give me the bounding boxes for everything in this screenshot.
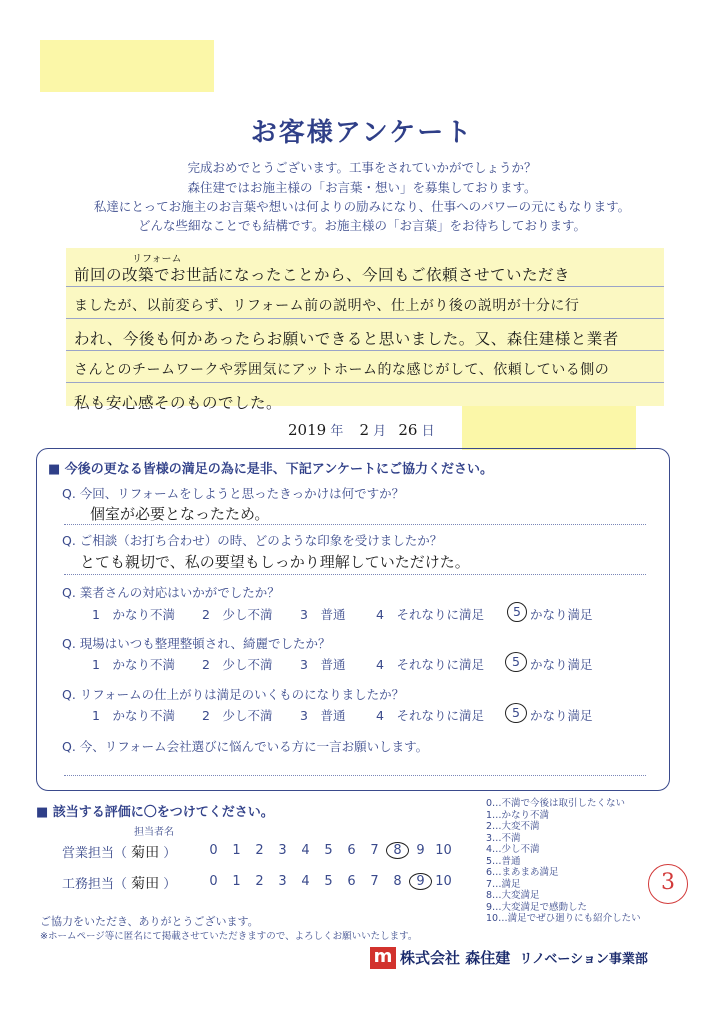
construction-staff-row <box>62 873 176 893</box>
option-5-selected: 5 <box>505 652 527 672</box>
digit-selected: 8 <box>386 842 409 859</box>
comment-rule <box>66 350 664 351</box>
question-3: Q. 業者さんの対応はいかがでしたか？ <box>62 585 280 600</box>
construction-staff-close: ） <box>163 877 177 892</box>
sales-staff-close: ） <box>163 846 177 861</box>
digit: 9 <box>416 843 425 858</box>
legend-item: 2…大変不満 <box>486 821 540 832</box>
option-3: 3 普通 <box>300 657 346 672</box>
option-2: 2 少し不満 <box>202 708 273 723</box>
digit: 5 <box>324 843 333 858</box>
option-5-label: かなり満足 <box>530 708 593 723</box>
digit: 8 <box>393 874 402 889</box>
digit: 5 <box>324 874 333 889</box>
intro-line-1: 完成おめでとうございます。工事をされていかがでしょうか？ <box>187 160 537 175</box>
note-text: ※ホームページ等に匿名にて掲載させていただきますので、よろしくお願いいたします。 <box>40 931 418 942</box>
comment-line-3: われ、今後も何かあったらお願いできると思いました。又、森住建様と業者 <box>74 330 619 348</box>
comment-line-4: さんとのチームワークや雰囲気にアットホーム的な感じがして、依頼している側の <box>74 362 610 378</box>
digit-selected: 9 <box>409 873 432 890</box>
comment-rule <box>66 382 664 383</box>
option-3: 3 普通 <box>300 708 346 723</box>
comment-rule <box>66 318 664 319</box>
date-year-unit: 年 <box>330 424 344 439</box>
option-5-label: かなり満足 <box>530 657 593 672</box>
survey-header: ■ 今後の更なる皆様の満足の為に是非、下記アンケートにご協力ください。 <box>48 462 494 477</box>
answer-2: とても親切で、私の要望もしっかり理解していただけた。 <box>80 553 470 571</box>
legend-item: 1…かなり不満 <box>486 809 550 821</box>
comment-date <box>288 420 435 439</box>
sticky-note-top <box>40 40 214 92</box>
legend-item: 6…まあまあ満足 <box>486 867 559 878</box>
intro-line-3: 私達にとってお施主のお言葉や想いは何よりの励みになり、仕事へのパワーの元にもなります。 <box>93 199 631 214</box>
option-5-label: かなり満足 <box>530 607 593 622</box>
thanks-text: ご協力をいただき、ありがとうございます。 <box>40 915 259 928</box>
comment-line-5: 私も安心感そのものでした。 <box>74 394 283 412</box>
option-2: 2 少し不満 <box>202 607 273 622</box>
digit: 1 <box>232 874 241 889</box>
legend-item: 10…満足でぜひ廻りにも紹介したい <box>486 913 641 924</box>
division-label: リノベーション事業部 <box>519 952 648 967</box>
option-5-selected: 5 <box>505 703 527 723</box>
answer-line <box>64 524 646 525</box>
company-logo: m <box>370 947 396 969</box>
memo-circled-number: 3 <box>648 864 688 904</box>
option-4: 4 それなりに満足 <box>376 657 484 672</box>
digit: 7 <box>370 874 379 889</box>
digit: 2 <box>255 874 264 889</box>
legend-item: 4…少し不満 <box>486 844 540 855</box>
construction-staff-name: 菊田 <box>131 876 160 892</box>
date-month-unit: 月 <box>373 424 387 439</box>
date-year: 2019 <box>288 421 327 439</box>
date-day-unit: 日 <box>421 424 435 439</box>
digit: 4 <box>301 843 310 858</box>
digit: 6 <box>347 843 356 858</box>
question-6: Q. 今、リフォーム会社選びに悩んでいる方に一言お願いします。 <box>62 739 429 754</box>
digit: 3 <box>278 843 287 858</box>
intro-line-2: 森住建ではお施主様の「お言葉・想い」を募集しております。 <box>187 180 537 195</box>
intro-line-4: どんな些細なことでも結構です。お施主様の「お言葉」をお待ちしております。 <box>137 218 586 233</box>
digit: 0 <box>209 874 218 889</box>
sales-staff-name: 菊田 <box>131 845 160 861</box>
comment-line-2: ましたが、以前変らず、リフォーム前の説明や、仕上がり後の説明が十分に行 <box>74 298 580 314</box>
date-month: 2 <box>359 421 370 439</box>
answer-line <box>64 574 646 575</box>
legend-item: 7…満足 <box>486 878 521 890</box>
option-2: 2 少し不満 <box>202 657 273 672</box>
digit: 1 <box>232 843 241 858</box>
legend-item: 3…不満 <box>486 832 521 844</box>
legend-item: 8…大変満足 <box>486 890 540 901</box>
digit: 10 <box>435 843 452 858</box>
legend-item: 9…大変満足で感動した <box>486 901 588 913</box>
rating-legend <box>486 798 641 925</box>
question-2: Q. ご相談（お打ち合わせ）の時、どのような印象を受けましたか？ <box>62 533 443 548</box>
option-1: 1 かなり不満 <box>92 708 175 723</box>
options-row-5 <box>92 706 652 724</box>
option-4: 4 それなりに満足 <box>376 607 484 622</box>
staff-name-label: 担当者名 <box>134 827 174 838</box>
digit: 3 <box>278 874 287 889</box>
company-name <box>400 947 648 968</box>
sales-staff-label: 営業担当（ <box>62 846 128 861</box>
sales-staff-row <box>62 842 176 862</box>
construction-staff-label: 工務担当（ <box>62 877 128 892</box>
digit: 2 <box>255 843 264 858</box>
digit: 7 <box>370 843 379 858</box>
question-1: Q. 今回、リフォームをしようと思ったきっかけは何ですか？ <box>62 486 405 501</box>
rating-header: ■ 該当する評価に〇をつけてください。 <box>36 805 274 820</box>
question-5: Q. リフォームの仕上がりは満足のいくものになりましたか？ <box>62 687 405 702</box>
date-day: 26 <box>398 421 418 439</box>
sales-score-digits <box>202 842 455 859</box>
legend-item: 5…普通 <box>486 855 521 867</box>
digit: 10 <box>435 874 452 889</box>
legend-item: 0…不満で今後は取引したくない <box>486 798 626 809</box>
construction-score-digits <box>202 873 455 890</box>
option-1: 1 かなり不満 <box>92 657 175 672</box>
options-row-3 <box>92 605 652 623</box>
answer-1: 個室が必要となったため。 <box>90 505 270 523</box>
answer-line <box>64 775 646 776</box>
option-3: 3 普通 <box>300 607 346 622</box>
page-title: お客様アンケート <box>250 118 474 148</box>
comment-ruby: リフォーム <box>132 254 182 265</box>
digit: 4 <box>301 874 310 889</box>
digit: 6 <box>347 874 356 889</box>
digit: 0 <box>209 843 218 858</box>
option-1: 1 かなり不満 <box>92 607 175 622</box>
option-4: 4 それなりに満足 <box>376 708 484 723</box>
question-4: Q. 現場はいつも整理整頓され、綺麗でしたか？ <box>62 636 331 651</box>
options-row-4 <box>92 655 652 673</box>
comment-line-1: 前回の改築でお世話になったことから、今回もご依頼させていただき <box>74 266 571 284</box>
comment-rule <box>66 286 664 287</box>
option-5-selected: 5 <box>507 602 527 622</box>
company-label: 株式会社 森住建 <box>400 949 511 967</box>
